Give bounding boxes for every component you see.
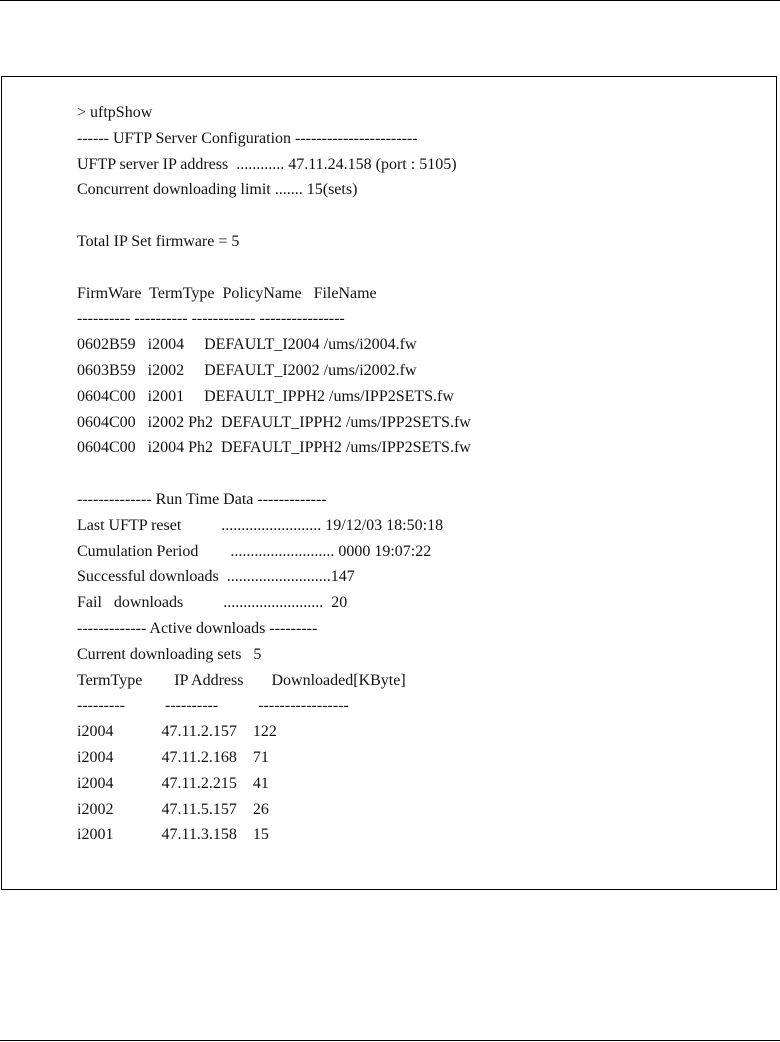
firmware-row: 0604C00 i2001 DEFAULT_IPPH2 /ums/IPP2SETS.fw	[77, 387, 454, 405]
active-table-separator: --------- ---------- -----------------	[77, 697, 349, 715]
active-row: i2002 47.11.5.157 26	[77, 800, 269, 818]
server-ip-line: UFTP server IP address ............ 47.11.24.158 (port : 5105)	[77, 155, 457, 173]
concurrent-limit-line: Concurrent downloading limit ....... 15(sets)	[77, 181, 358, 199]
server-config-header: ------ UFTP Server Configuration -----------------------	[77, 129, 418, 147]
top-rule	[0, 0, 780, 1]
active-downloads-header: ------------- Active downloads ---------	[77, 619, 318, 637]
bottom-rule	[0, 1040, 780, 1041]
firmware-table-header: FirmWare TermType PolicyName FileName	[77, 284, 377, 302]
runtime-row-successful-downloads: Successful downloads ..........................147	[77, 568, 355, 586]
active-row: i2004 47.11.2.215 41	[77, 774, 269, 792]
blank-line	[77, 461, 757, 487]
runtime-row-cumulation-period: Cumulation Period .......................... 0000 19:07:22	[77, 542, 432, 560]
blank-line	[77, 255, 757, 281]
firmware-row: 0603B59 i2002 DEFAULT_I2002 /ums/i2002.fw	[77, 361, 417, 379]
active-row: i2004 47.11.2.157 122	[77, 723, 277, 741]
active-row: i2001 47.11.3.158 15	[77, 826, 269, 844]
firmware-row: 0604C00 i2002 Ph2 DEFAULT_IPPH2 /ums/IPP2SETS.fw	[77, 413, 471, 431]
runtime-row-last-reset: Last UFTP reset ......................... 19/12/03 18:50:18	[77, 516, 444, 534]
terminal-output	[77, 100, 757, 848]
active-row: i2004 47.11.2.168 71	[77, 748, 269, 766]
total-firmware-line: Total IP Set firmware = 5	[77, 232, 240, 250]
current-sets-line: Current downloading sets 5	[77, 645, 262, 663]
command-line: > uftpShow	[77, 104, 153, 121]
firmware-row: 0602B59 i2004 DEFAULT_I2004 /ums/i2004.fw	[77, 336, 417, 354]
runtime-header: -------------- Run Time Data -------------	[77, 490, 327, 508]
active-table-header: TermType IP Address Downloaded[KByte]	[77, 671, 406, 689]
firmware-row: 0604C00 i2004 Ph2 DEFAULT_IPPH2 /ums/IPP2SETS.fw	[77, 439, 471, 457]
firmware-table-separator: ---------- ---------- ------------ ----------------	[77, 310, 345, 328]
runtime-row-fail-downloads: Fail downloads ......................... 20	[77, 594, 348, 612]
blank-line	[77, 203, 757, 229]
